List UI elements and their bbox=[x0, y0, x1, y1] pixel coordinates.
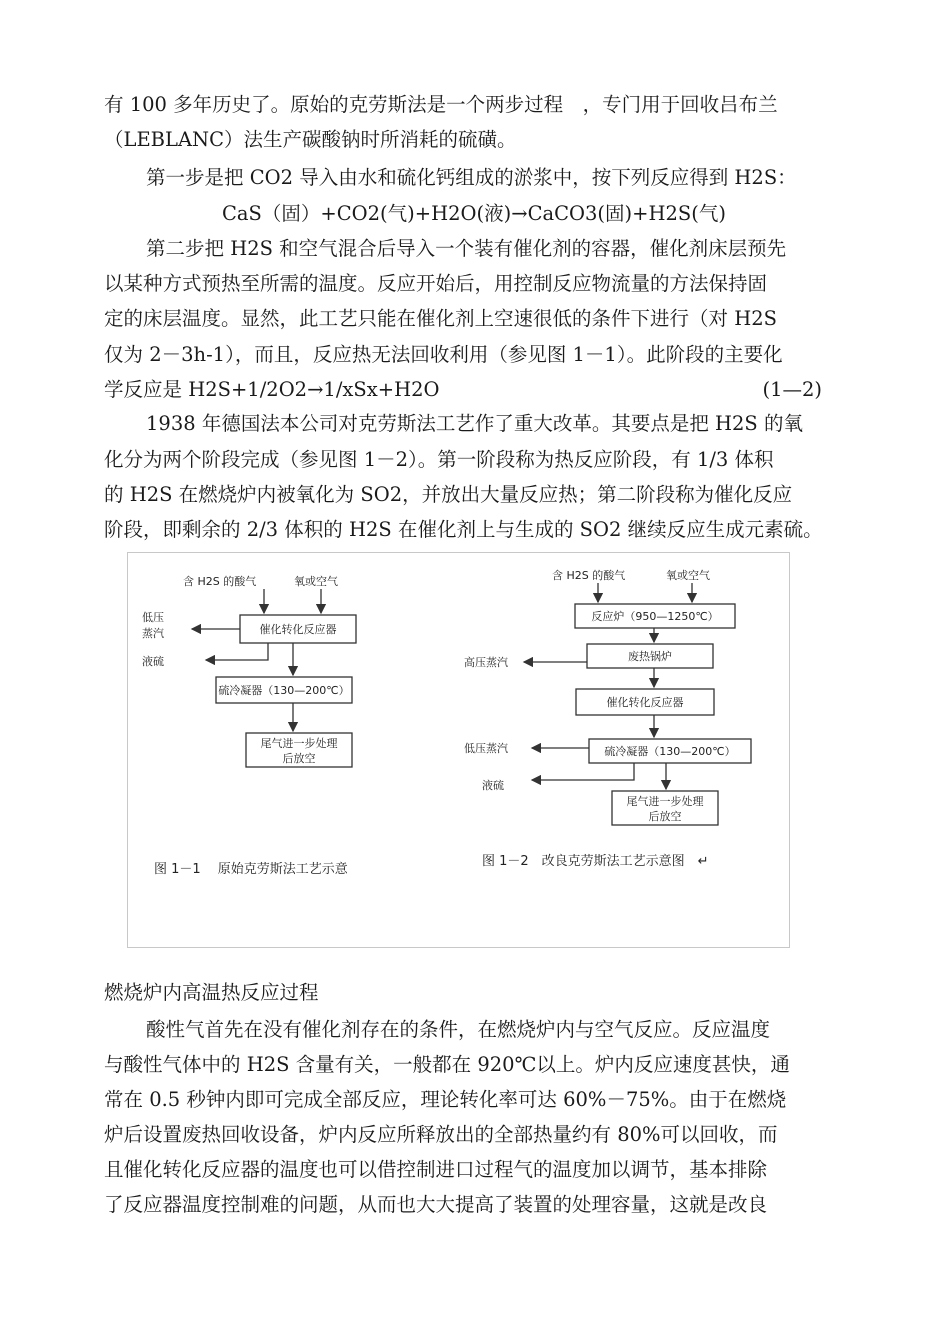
text-line: 且催化转化反应器的温度也可以借控制进口过程气的温度加以调节，基本排除 bbox=[104, 1158, 768, 1181]
text-line: 化分为两个阶段完成（参见图 1－2）。第一阶段称为热反应阶段，有 1/3 体积 bbox=[104, 448, 774, 471]
equation-number: (1—2) bbox=[762, 378, 822, 401]
text-line: 以某种方式预热至所需的温度。反应开始后，用控制反应物流量的方法保持固 bbox=[104, 272, 768, 295]
lp-steam-label: 蒸汽 bbox=[142, 627, 164, 640]
figure-1-1-caption: 图 1－1 原始克劳斯法工艺示意 bbox=[154, 862, 348, 877]
tail-gas-label: 后放空 bbox=[282, 752, 316, 765]
text-line: 炉后设置废热回收设备，炉内反应所释放出的全部热量约有 80%可以回收，而 bbox=[104, 1123, 778, 1146]
arrow bbox=[206, 643, 268, 660]
input-acid-gas-label: 含 H2S 的酸气 bbox=[183, 575, 257, 588]
input-air-label: 氧或空气 bbox=[666, 569, 710, 582]
text-line: 第一步是把 CO2 导入由水和硫化钙组成的淤浆中，按下列反应得到 H2S： bbox=[146, 166, 797, 189]
text-line: 常在 0.5 秒钟内即可完成全部反应，理论转化率可达 60%－75%。由于在燃烧 bbox=[104, 1088, 787, 1111]
waste-heat-boiler-label: 废热锅炉 bbox=[628, 650, 672, 663]
text-line: 有 100 多年历史了。原始的克劳斯法是一个两步过程 ，专门用于回收吕布兰 bbox=[104, 93, 778, 116]
text-line: 第二步把 H2S 和空气混合后导入一个装有催化剂的容器，催化剂床层预先 bbox=[146, 237, 787, 260]
input-acid-gas-label: 含 H2S 的酸气 bbox=[552, 569, 626, 582]
hp-steam-label: 高压蒸汽 bbox=[464, 656, 508, 669]
text-line bbox=[104, 376, 850, 404]
section-heading: 燃烧炉内高温热反应过程 bbox=[104, 981, 319, 1004]
text-line: 酸性气首先在没有催化剂存在的条件，在燃烧炉内与空气反应。反应温度 bbox=[146, 1018, 771, 1041]
figure-1-2-caption: 图 1－2 改良克劳斯法工艺示意图 ↵ bbox=[482, 854, 709, 869]
input-air-label: 氧或空气 bbox=[294, 575, 338, 588]
lp-steam-label: 低压蒸汽 bbox=[464, 742, 508, 755]
reaction-equation: 学反应是 H2S+1/2O2→1/xSx+H2O bbox=[104, 378, 440, 401]
figure-1-1 bbox=[142, 574, 356, 877]
text-line: 阶段，即剩余的 2/3 体积的 H2S 在催化剂上与生成的 SO2 继续反应生成元素硫。 bbox=[104, 518, 823, 541]
process-figure bbox=[127, 552, 790, 948]
tail-gas-label: 后放空 bbox=[648, 810, 682, 823]
text-line: 的 H2S 在燃烧炉内被氧化为 SO2，并放出大量反应热；第二阶段称为催化反应 bbox=[104, 483, 793, 506]
reaction-furnace-label: 反应炉（950—1250℃） bbox=[591, 610, 719, 623]
arrow bbox=[532, 763, 634, 780]
liquid-sulfur-label: 液硫 bbox=[142, 655, 164, 668]
sulfur-condenser-label: 硫冷凝器（130—200℃） bbox=[604, 745, 736, 758]
text-line: 定的床层温度。显然，此工艺只能在催化剂上空速很低的条件下进行（对 H2S bbox=[104, 307, 777, 330]
tail-gas-label: 尾气进一步处理 bbox=[626, 795, 704, 808]
text-line: 仅为 2－3h-1），而且，反应热无法回收利用（参见图 1－1）。此阶段的主要化 bbox=[104, 343, 783, 366]
text-line: 与酸性气体中的 H2S 含量有关，一般都在 920℃以上。炉内反应速度甚快，通 bbox=[104, 1053, 790, 1076]
text-line: 了反应器温度控制难的问题，从而也大大提高了装置的处理容量，这就是改良 bbox=[104, 1193, 768, 1216]
text-line: （LEBLANC）法生产碳酸钠时所消耗的硫磺。 bbox=[104, 128, 517, 151]
catalytic-reactor-label: 催化转化反应器 bbox=[259, 623, 337, 636]
tail-gas-label: 尾气进一步处理 bbox=[260, 737, 338, 750]
reaction-equation: CaS（固）+CO2(气)+H2O(液)→CaCO3(固)+H2S(气) bbox=[222, 202, 726, 225]
catalytic-reactor-label: 催化转化反应器 bbox=[606, 696, 684, 709]
lp-steam-label: 低压 bbox=[142, 611, 164, 624]
liquid-sulfur-label: 液硫 bbox=[482, 779, 504, 792]
figure-diagrams bbox=[128, 553, 791, 949]
figure-1-2 bbox=[464, 568, 751, 869]
sulfur-condenser-label: 硫冷凝器（130—200℃） bbox=[218, 684, 350, 697]
text-line: 1938 年德国法本公司对克劳斯法工艺作了重大改革。其要点是把 H2S 的氧 bbox=[146, 412, 803, 435]
